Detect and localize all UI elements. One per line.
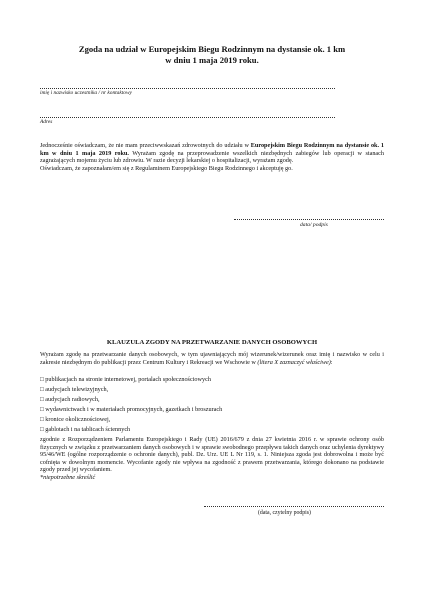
consent-option-radio[interactable]: □ audycjach radiowych, (40, 396, 100, 403)
regulations-declaration: Oświadczam, że zapoznałam/em się z Regulaminem Europejskiego Biegu Rodzinnego i akceptuję go. (40, 164, 293, 172)
name-field-label: imię i nazwisko uczestnika / nr kontaktowy (40, 90, 132, 96)
document-title (0, 44, 424, 66)
signature-line-2[interactable] (204, 506, 384, 507)
declaration-text-end: Wyrażam zgodę na przeprowadzenie wszelkich niezbędnych zabiegów lub operacji w stanach zagrażających mojemu życiu lub zdrowiu. W razie decyzji lekarskiej o hospitalizacji, wyrażam zgodę. (40, 149, 385, 165)
title-line-1: Zgoda na udział w Europejskim Biegu Rodzinnym na dystansie ok. 1 km (78, 44, 346, 54)
consent-option-chronicle[interactable]: □ kronice okolicznościowej, (40, 416, 111, 423)
health-declaration (40, 142, 384, 172)
signature-label-1: data/ podpis (300, 222, 328, 228)
clause-intro (40, 351, 384, 366)
footnote: *niepotrzebne skreślić (40, 473, 96, 481)
signature-line-1[interactable] (234, 219, 384, 220)
consent-options-list (40, 375, 222, 435)
clause-intro-colon: : (330, 358, 333, 366)
consent-option-tv[interactable]: □ audycjach telewizyjnych, (40, 386, 109, 393)
signature-label-2: (data, czytelny podpis) (258, 510, 311, 516)
legal-text: zgodnie z Rozporządzeniem Parlamentu Europejskiego i Rady (UE) 2016/679 z dnia 27 kwietnia 2016 r. w sprawie ochrony osób fizycznych w związku z przetwarzaniem danych osobowych i w sprawie swobodnego przepływu takich danych oraz uchylenia dyrektywy 95/46/WE (ogólne rozporządzenie o ochronie danych), publ. Dz. Urz. UE L Nr 119, s. 1. Niniejsza zgoda jest dobrowolna i może być cofnięta w dowolnym momencie. Wycofanie zgody nie wpływa na zgodność z prawem przetwarzania, którego dokonano na podstawie zgody przed jej wycofaniem. (40, 436, 384, 474)
clause-intro-note: (litera X zaznaczyć właściwe) (257, 358, 331, 366)
declaration-text-start: Jednocześnie oświadczam, że nie mam przeciwwskazań zdrowotnych do udziału w (40, 142, 251, 149)
address-field-label: Adres (40, 119, 53, 125)
clause-intro-text: Wyrażam zgodę na przetwarzanie danych osobowych, w tym ujawniających mój wizerunek/wizerunek oraz imię i nazwisko w celu i zakresie niezbędnym do publikacji przez Centrum Kultury i Rekreacji we Wschowie w (40, 351, 384, 366)
consent-option-publications[interactable]: □ wydawnictwach i w materiałach promocyjnych, gazetkach i broszurach (40, 406, 223, 413)
consent-option-website[interactable]: □ publikacjach na stronie internetowej, portalach społecznościowych (40, 376, 211, 383)
declaration-event-name: Europejskim Biegu Rodzinnym na dystansie ok. 1 km w dniu 1 maja 2019 roku. (40, 142, 384, 157)
address-field-line[interactable] (40, 117, 335, 118)
consent-option-boards[interactable]: □ gablotach i na tablicach ściennych (40, 426, 131, 433)
legal-basis-text (40, 436, 384, 482)
title-line-2: w dniu 1 maja 2019 roku. (165, 55, 259, 65)
clause-heading: KLAUZULA ZGODY NA PRZETWARZANIE DANYCH OSOBOWYCH (106, 339, 318, 346)
name-field-line[interactable] (40, 88, 335, 89)
